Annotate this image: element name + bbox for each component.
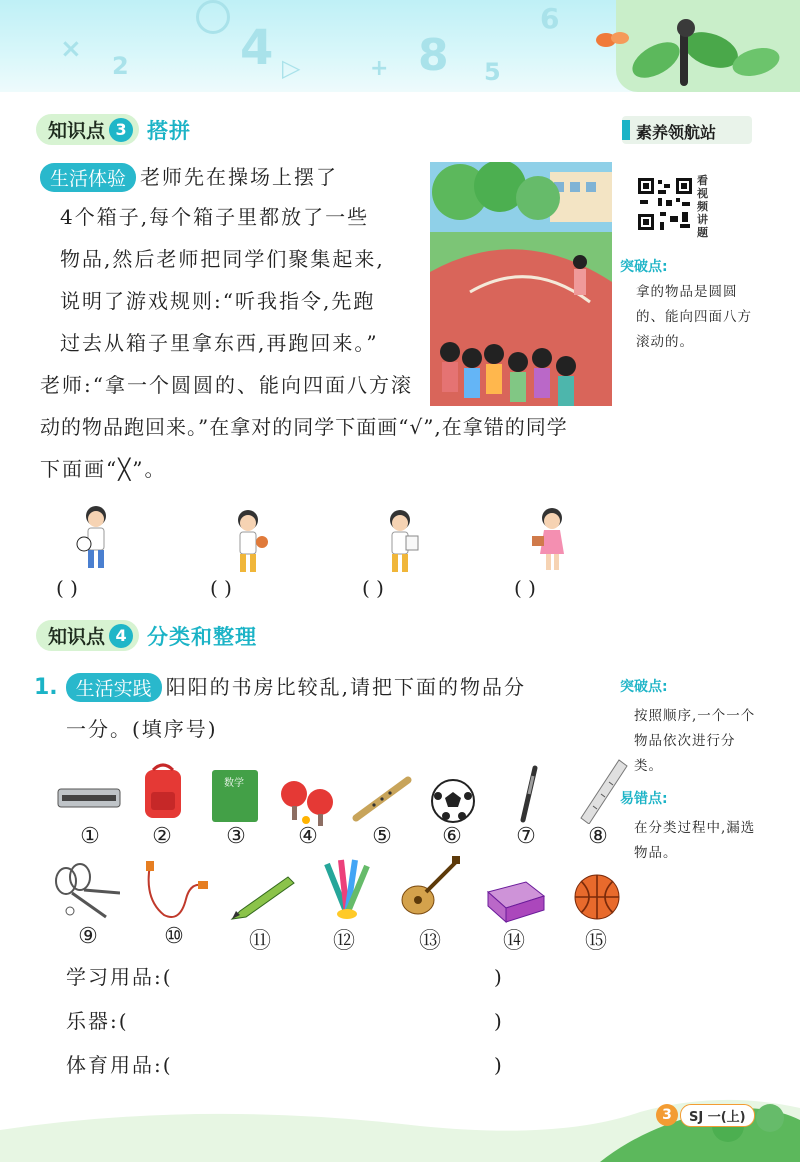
ruler-icon (566, 760, 636, 822)
item-number: ⑮ (584, 929, 607, 954)
knowledge-point-number: 4 (109, 624, 133, 648)
item-number: ⑥ (442, 824, 462, 849)
story-line: 过去从箱子里拿东西,再跑回来。” (60, 331, 379, 355)
story-line: 动的物品跑回来。”在拿对的同学下面画“√”,在拿错的同学 (40, 415, 568, 439)
sidebar-title-marker (622, 120, 630, 140)
story-first-line (40, 156, 338, 199)
decor-digit-glyph: 6 (540, 2, 560, 35)
page-number: 3 (656, 1104, 678, 1126)
answer-blank-2[interactable]: ( ) (210, 576, 232, 600)
answer-blank-1[interactable]: ( ) (56, 576, 78, 600)
knowledge-point-number: 3 (109, 118, 133, 142)
item-number: ⑤ (372, 824, 392, 849)
footer-decoration (0, 1090, 800, 1162)
decor-triangle: ▷ (282, 54, 301, 82)
guitar-icon (396, 856, 466, 918)
question-text: 阳阳的书房比较乱,请把下面的物品分 (165, 675, 527, 699)
playground-illustration (430, 162, 612, 406)
story-line: 物品,然后老师把同学们聚集起来, (60, 247, 385, 271)
breakthrough-heading: 突破点: (620, 259, 668, 275)
category-sports-close: ) (494, 1053, 504, 1077)
breakthrough-text: 按照顺序,一个一个物品依次进行分类。 (634, 708, 756, 774)
backpack-icon (128, 762, 198, 824)
sidebar-title-bar (622, 116, 752, 144)
sidebar-title: 素养领航站 (636, 123, 717, 142)
item-number: ⑧ (588, 824, 608, 849)
category-music-label: 乐器:( (66, 1009, 129, 1033)
math-book-label: 数学 (224, 778, 244, 789)
question-1-line (34, 666, 526, 709)
story-line: 4个箱子,每个箱子里都放了一些 (60, 205, 370, 229)
section-3-heading (36, 114, 191, 145)
kid-with-book (530, 506, 574, 580)
butterfly-icon (596, 28, 630, 50)
story-line: 老师先在操场上摆了 (140, 165, 339, 189)
item-number: ② (152, 824, 172, 849)
knowledge-point-label: 知识点 (48, 120, 106, 142)
kid-with-basketball (228, 508, 272, 582)
category-study-close: ) (494, 965, 504, 989)
item-number: ⑦ (516, 824, 536, 849)
section-title: 分类和整理 (147, 624, 258, 649)
section-title: 搭拼 (147, 118, 192, 143)
category-music-close: ) (494, 1009, 504, 1033)
harmonica-icon (54, 766, 124, 828)
pencil-sharpener-icon (480, 870, 550, 932)
breakthrough-heading: 突破点: (620, 679, 668, 695)
category-sports-answer-field[interactable] (196, 1050, 486, 1080)
answer-blank-4[interactable]: ( ) (514, 576, 536, 600)
kid-with-box (380, 508, 424, 582)
knowledge-point-label: 知识点 (48, 626, 106, 648)
item-number: ⑬ (418, 929, 441, 954)
jump-rope-icon (140, 860, 210, 922)
category-music-answer-field[interactable] (150, 1006, 486, 1036)
shuttlecock-icon (312, 858, 382, 920)
decor-digit-glyph: 8 (418, 30, 449, 81)
leaves-icon (616, 0, 800, 92)
story-line: 下面画“╳”。 (40, 457, 167, 481)
decor-digit-glyph: 5 (484, 58, 501, 86)
pencil-icon (226, 866, 296, 928)
qr-caption: 看视频讲题 (697, 174, 708, 239)
item-number: ⑭ (502, 929, 525, 954)
item-number: ⑪ (248, 929, 271, 954)
decor-circle (196, 0, 230, 34)
breakthrough-text: 拿的物品是圆圆的、能向四面八方滚动的。 (636, 284, 752, 350)
story-line: 老师:“拿一个圆圆的、能向四面八方滚 (40, 373, 413, 397)
decor-x-glyph: × (60, 34, 82, 64)
category-study-answer-field[interactable] (196, 962, 486, 992)
decor-digit-glyph: 2 (112, 52, 129, 80)
badminton-rackets-icon (50, 862, 120, 924)
item-number: ③ (226, 824, 246, 849)
mistake-heading: 易错点: (620, 791, 668, 807)
soccer-ball-icon (418, 770, 488, 832)
item-number: ⑨ (78, 924, 98, 949)
decor-plus-glyph: + (370, 56, 389, 81)
kid-with-soccer-ball (74, 504, 118, 578)
decor-digit-glyph: 4 (240, 20, 274, 76)
story-line: 说明了游戏规则:“听我指令,先跑 (60, 289, 376, 313)
question-number: 1. (34, 675, 58, 700)
life-experience-tag: 生活体验 (40, 163, 136, 192)
banner-plant-decoration (616, 0, 800, 92)
category-sports-label: 体育用品:( (66, 1053, 173, 1077)
knowledge-point-badge (36, 114, 139, 145)
question-text: 一分。(填序号) (66, 717, 218, 741)
answer-blank-3[interactable]: ( ) (362, 576, 384, 600)
item-number: ⑫ (332, 929, 355, 954)
edition-label: SJ 一(上) (680, 1104, 755, 1127)
math-book-icon (212, 770, 258, 822)
qr-code-icon[interactable] (636, 176, 694, 232)
knowledge-point-badge (36, 620, 139, 651)
basketball-icon (562, 866, 632, 928)
item-number: ④ (298, 824, 318, 849)
ping-pong-paddles-icon (272, 770, 342, 832)
life-practice-tag: 生活实践 (66, 673, 162, 702)
pen-icon (494, 764, 564, 826)
flute-icon (348, 768, 418, 830)
category-study-label: 学习用品:( (66, 965, 173, 989)
item-number: ⑩ (164, 924, 184, 949)
mistake-text: 在分类过程中,漏选物品。 (634, 820, 756, 861)
item-number: ① (80, 824, 100, 849)
section-4-heading (36, 620, 257, 651)
